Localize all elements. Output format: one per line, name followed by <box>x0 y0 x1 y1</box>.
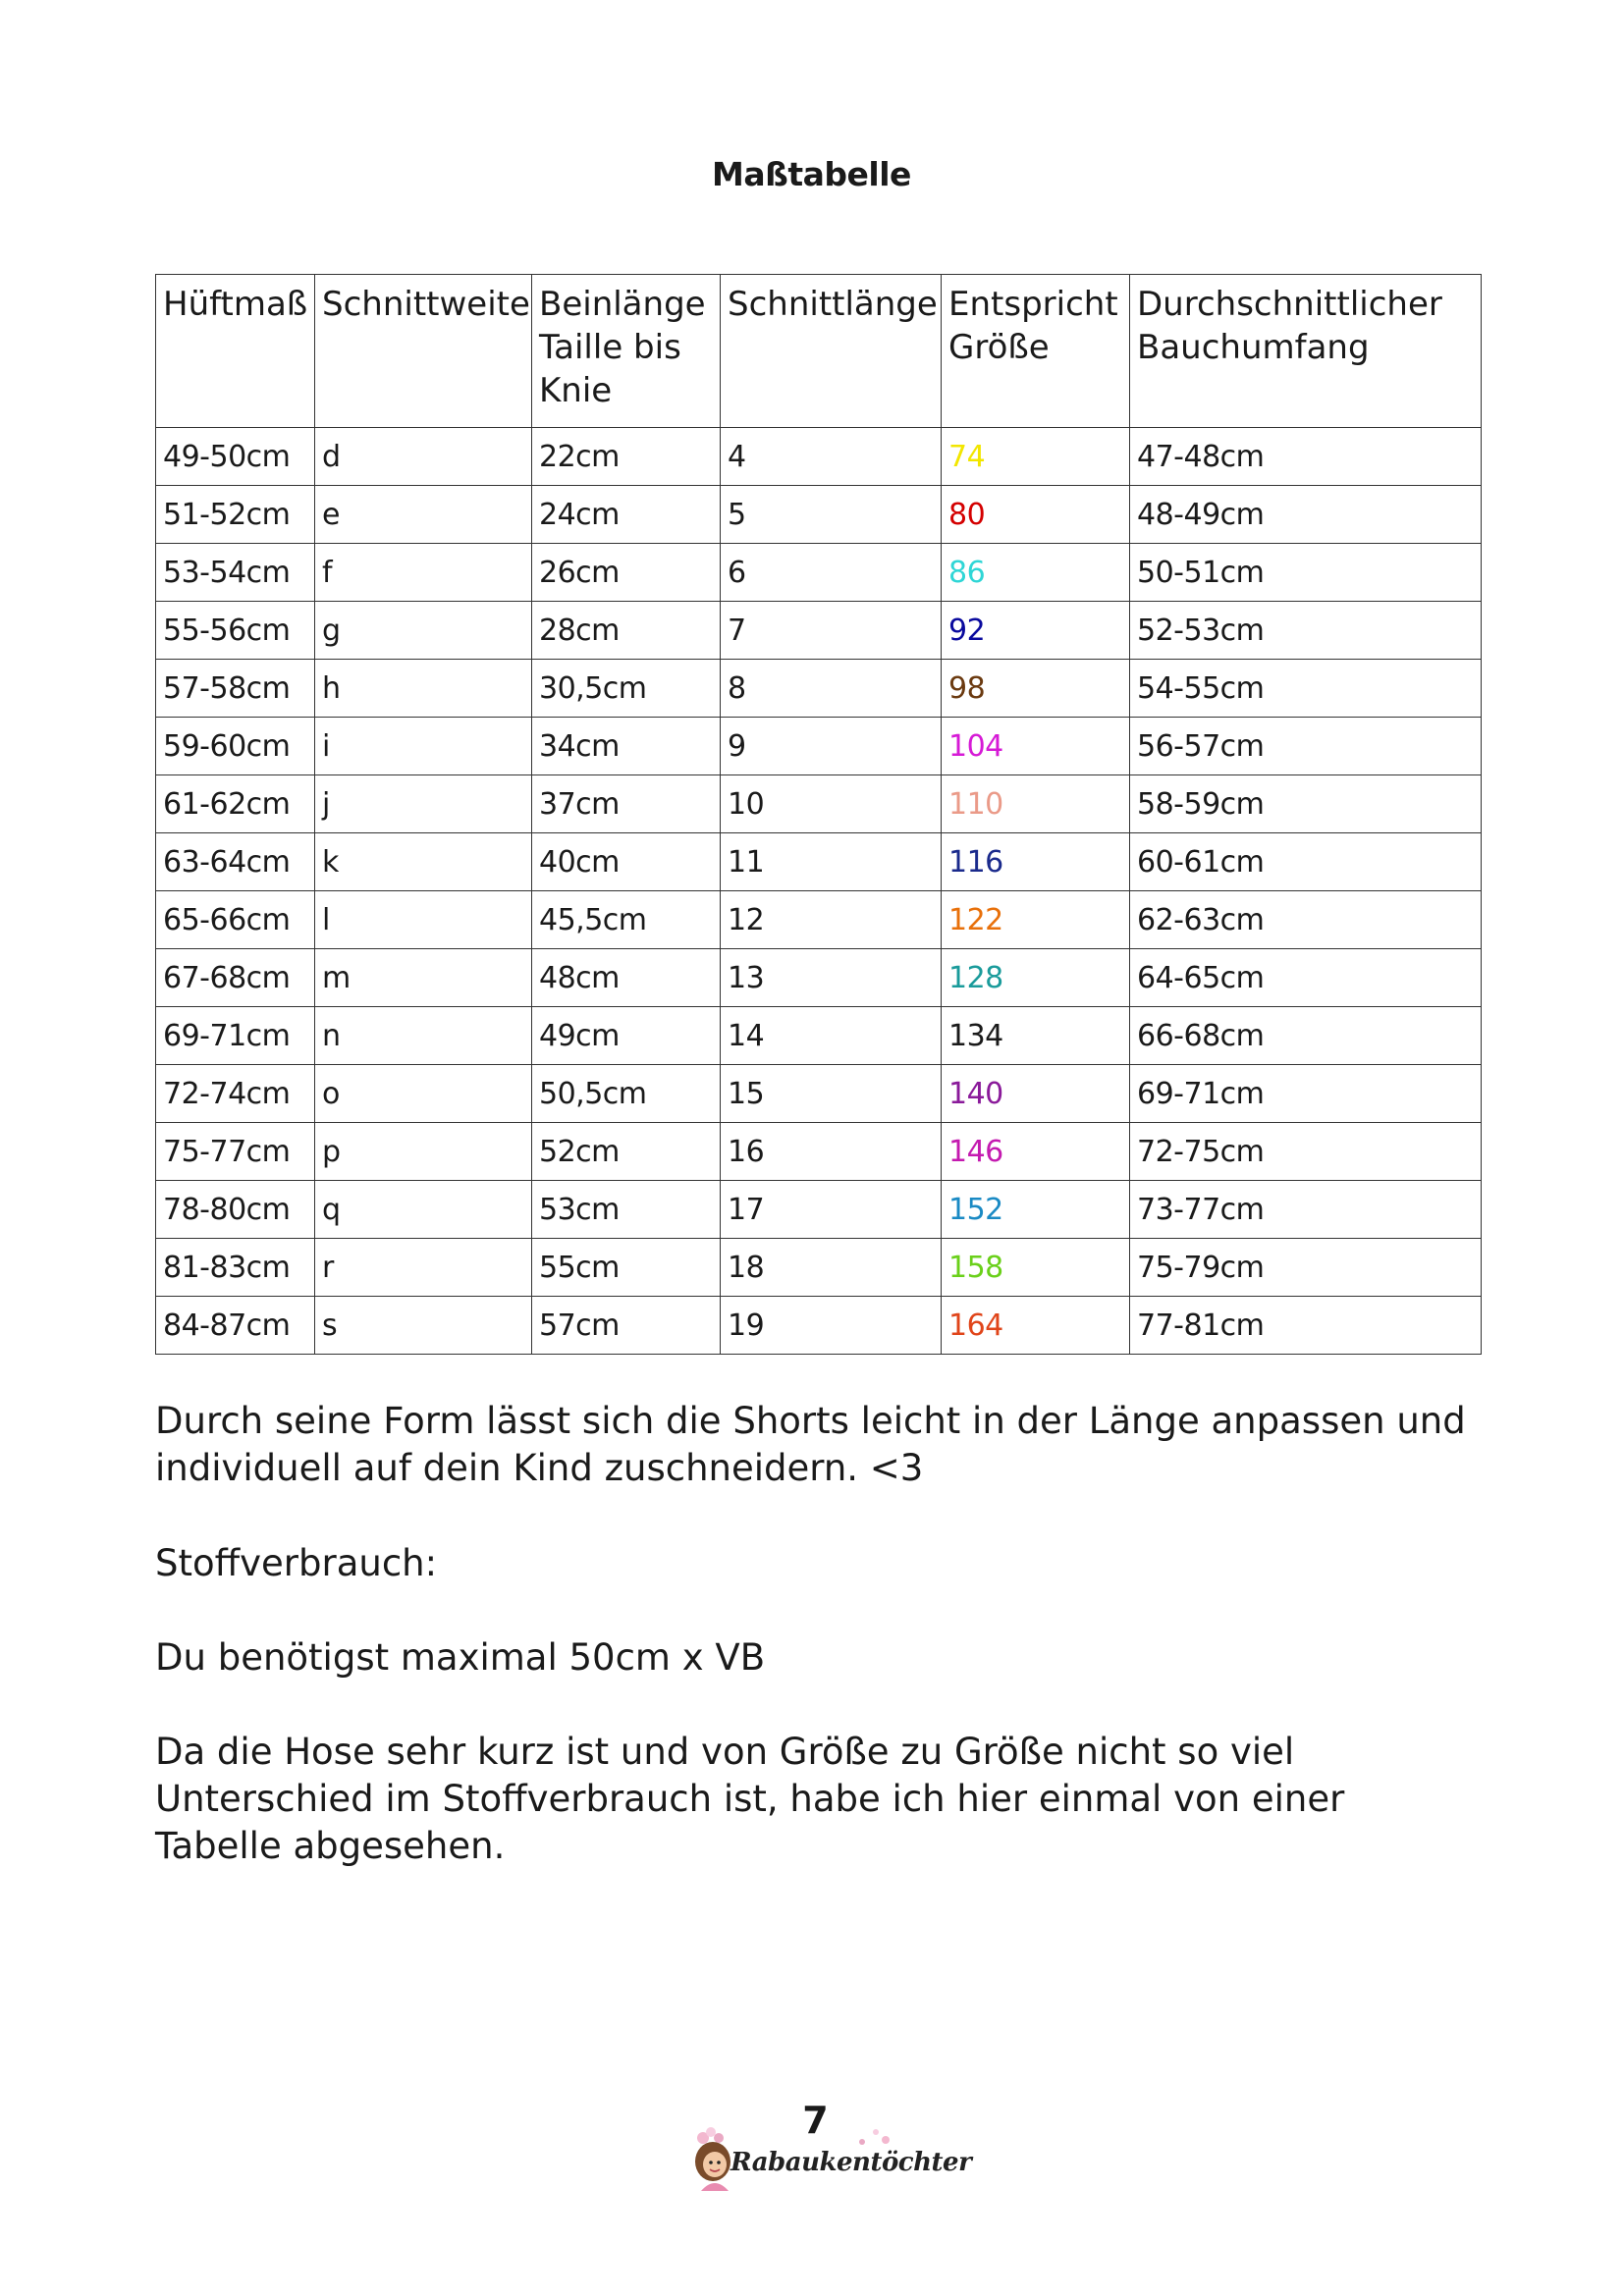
cell-size: 158 <box>942 1239 1130 1297</box>
cell-size: 104 <box>942 718 1130 775</box>
cell-size: 116 <box>942 833 1130 891</box>
table-row <box>156 1239 1482 1297</box>
shape-note: Durch seine Form lässt sich die Shorts leicht in der Länge anpassen und individuell auf dein Kind zuschneidern. <3 <box>155 1400 1466 1489</box>
cell-belly: 56-57cm <box>1130 718 1482 775</box>
cell-size: 74 <box>942 428 1130 486</box>
cell-hip: 59-60cm <box>156 718 315 775</box>
cell-hip: 84-87cm <box>156 1297 315 1355</box>
cell-hip: 57-58cm <box>156 660 315 718</box>
cell-hip: 63-64cm <box>156 833 315 891</box>
cell-leg-length: 30,5cm <box>532 660 721 718</box>
header-belly: Durchschnittlicher Bauchumfang <box>1130 275 1482 428</box>
table-row <box>156 602 1482 660</box>
cell-hip: 65-66cm <box>156 891 315 949</box>
cell-cut-length: 19 <box>721 1297 942 1355</box>
cell-cut-length: 6 <box>721 544 942 602</box>
cell-leg-length: 57cm <box>532 1297 721 1355</box>
cell-leg-length: 55cm <box>532 1239 721 1297</box>
fabric-heading: Stoffverbrauch: <box>155 1542 438 1584</box>
cell-cut-width: d <box>315 428 532 486</box>
cell-cut-width: l <box>315 891 532 949</box>
cell-size: 92 <box>942 602 1130 660</box>
cell-belly: 58-59cm <box>1130 775 1482 833</box>
cell-cut-width: k <box>315 833 532 891</box>
cell-cut-width: i <box>315 718 532 775</box>
cell-hip: 81-83cm <box>156 1239 315 1297</box>
cell-belly: 73-77cm <box>1130 1181 1482 1239</box>
cell-cut-width: q <box>315 1181 532 1239</box>
cell-cut-length: 15 <box>721 1065 942 1123</box>
cell-cut-length: 10 <box>721 775 942 833</box>
cell-hip: 67-68cm <box>156 949 315 1007</box>
cell-belly: 47-48cm <box>1130 428 1482 486</box>
table-row <box>156 486 1482 544</box>
cell-leg-length: 34cm <box>532 718 721 775</box>
cell-size: 110 <box>942 775 1130 833</box>
cell-cut-width: s <box>315 1297 532 1355</box>
cell-cut-width: g <box>315 602 532 660</box>
cell-belly: 69-71cm <box>1130 1065 1482 1123</box>
cell-leg-length: 48cm <box>532 949 721 1007</box>
cell-cut-length: 11 <box>721 833 942 891</box>
cell-size: 86 <box>942 544 1130 602</box>
header-hip: Hüftmaß <box>156 275 315 428</box>
cell-size: 146 <box>942 1123 1130 1181</box>
table-row <box>156 949 1482 1007</box>
logo-text: Rabaukentöchter <box>730 2148 972 2177</box>
cell-hip: 72-74cm <box>156 1065 315 1123</box>
cell-cut-width: r <box>315 1239 532 1297</box>
table-row <box>156 1007 1482 1065</box>
table-row <box>156 718 1482 775</box>
cell-cut-width: n <box>315 1007 532 1065</box>
cell-belly: 50-51cm <box>1130 544 1482 602</box>
table-row <box>156 1181 1482 1239</box>
cell-leg-length: 22cm <box>532 428 721 486</box>
cell-cut-length: 17 <box>721 1181 942 1239</box>
cell-hip: 49-50cm <box>156 428 315 486</box>
cell-cut-length: 12 <box>721 891 942 949</box>
table-row <box>156 1065 1482 1123</box>
page-title: Maßtabelle <box>712 155 911 193</box>
table-row <box>156 775 1482 833</box>
cell-leg-length: 26cm <box>532 544 721 602</box>
cell-cut-width: p <box>315 1123 532 1181</box>
fabric-amount: Du benötigst maximal 50cm x VB <box>155 1636 766 1679</box>
cell-leg-length: 24cm <box>532 486 721 544</box>
cell-size: 122 <box>942 891 1130 949</box>
cell-belly: 77-81cm <box>1130 1297 1482 1355</box>
table-row <box>156 891 1482 949</box>
table-row <box>156 544 1482 602</box>
cell-belly: 54-55cm <box>1130 660 1482 718</box>
cell-hip: 75-77cm <box>156 1123 315 1181</box>
cell-belly: 48-49cm <box>1130 486 1482 544</box>
cell-cut-width: m <box>315 949 532 1007</box>
cell-hip: 78-80cm <box>156 1181 315 1239</box>
cell-cut-length: 4 <box>721 428 942 486</box>
cell-size: 98 <box>942 660 1130 718</box>
cell-hip: 55-56cm <box>156 602 315 660</box>
header-cut-length: Schnittlänge <box>721 275 942 428</box>
cell-leg-length: 52cm <box>532 1123 721 1181</box>
cell-cut-length: 7 <box>721 602 942 660</box>
cell-cut-length: 9 <box>721 718 942 775</box>
cell-size: 80 <box>942 486 1130 544</box>
table-row <box>156 1297 1482 1355</box>
table-header-row <box>156 275 1482 428</box>
cell-cut-length: 16 <box>721 1123 942 1181</box>
cell-hip: 53-54cm <box>156 544 315 602</box>
cell-leg-length: 50,5cm <box>532 1065 721 1123</box>
cell-size: 164 <box>942 1297 1130 1355</box>
header-size: Entspricht Größe <box>942 275 1130 428</box>
brand-logo <box>689 2120 972 2199</box>
cell-belly: 52-53cm <box>1130 602 1482 660</box>
cell-size: 152 <box>942 1181 1130 1239</box>
cell-belly: 62-63cm <box>1130 891 1482 949</box>
cell-leg-length: 53cm <box>532 1181 721 1239</box>
cell-leg-length: 45,5cm <box>532 891 721 949</box>
cell-belly: 64-65cm <box>1130 949 1482 1007</box>
fabric-note: Da die Hose sehr kurz ist und von Größe zu Größe nicht so viel Unterschied im Stoffverbrauch ist, habe ich hier einmal von einer Tabelle abgesehen. <box>155 1731 1345 1867</box>
cell-belly: 66-68cm <box>1130 1007 1482 1065</box>
cell-belly: 72-75cm <box>1130 1123 1482 1181</box>
cell-cut-length: 5 <box>721 486 942 544</box>
size-table <box>155 274 1482 1355</box>
cell-size: 134 <box>942 1007 1130 1065</box>
cell-hip: 51-52cm <box>156 486 315 544</box>
cell-size: 128 <box>942 949 1130 1007</box>
cell-cut-width: o <box>315 1065 532 1123</box>
table-row <box>156 660 1482 718</box>
cell-belly: 75-79cm <box>1130 1239 1482 1297</box>
cell-cut-length: 8 <box>721 660 942 718</box>
table-row <box>156 833 1482 891</box>
cell-leg-length: 40cm <box>532 833 721 891</box>
table-body <box>156 428 1482 1355</box>
cell-cut-width: h <box>315 660 532 718</box>
table-row <box>156 1123 1482 1181</box>
cell-cut-length: 14 <box>721 1007 942 1065</box>
cell-leg-length: 49cm <box>532 1007 721 1065</box>
cell-cut-width: e <box>315 486 532 544</box>
cell-size: 140 <box>942 1065 1130 1123</box>
page-number: 7 <box>802 2099 829 2142</box>
cell-belly: 60-61cm <box>1130 833 1482 891</box>
header-leg-length: Beinlänge Taille bis Knie <box>532 275 721 428</box>
header-cut-width: Schnittweite <box>315 275 532 428</box>
cell-cut-length: 13 <box>721 949 942 1007</box>
cell-leg-length: 28cm <box>532 602 721 660</box>
cell-leg-length: 37cm <box>532 775 721 833</box>
cell-cut-width: f <box>315 544 532 602</box>
cell-hip: 69-71cm <box>156 1007 315 1065</box>
cell-hip: 61-62cm <box>156 775 315 833</box>
table-row <box>156 428 1482 486</box>
cell-cut-width: j <box>315 775 532 833</box>
cell-cut-length: 18 <box>721 1239 942 1297</box>
